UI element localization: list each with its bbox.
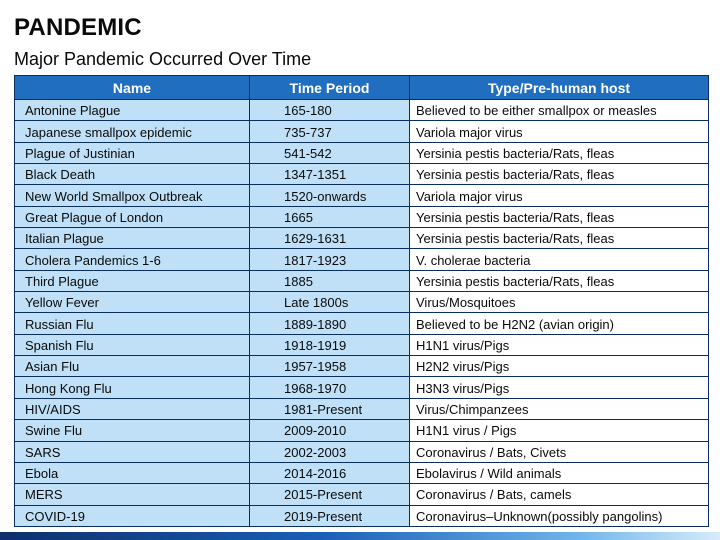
cell-type-host: Coronavirus / Bats, Civets [410,441,709,462]
cell-name: Antonine Plague [15,100,250,121]
cell-type-host: Coronavirus–Unknown(possibly pangolins) [410,505,709,526]
pandemic-table [14,75,709,527]
cell-type-host: Believed to be H2N2 (avian origin) [410,313,709,334]
cell-name: Hong Kong Flu [15,377,250,398]
table-row [15,462,709,483]
table-row [15,142,709,163]
cell-type-host: Variola major virus [410,185,709,206]
cell-time-period: 1968-1970 [250,377,410,398]
cell-time-period: 735-737 [250,121,410,142]
cell-name: Third Plague [15,270,250,291]
cell-type-host: Yersinia pestis bacteria/Rats, fleas [410,164,709,185]
cell-time-period: 165-180 [250,100,410,121]
cell-time-period: 2015-Present [250,484,410,505]
cell-name: Spanish Flu [15,334,250,355]
table-row [15,100,709,121]
cell-name: Ebola [15,462,250,483]
cell-type-host: Yersinia pestis bacteria/Rats, fleas [410,206,709,227]
cell-time-period: 1817-1923 [250,249,410,270]
cell-name: Black Death [15,164,250,185]
cell-time-period: Late 1800s [250,292,410,313]
cell-time-period: 2002-2003 [250,441,410,462]
cell-type-host: Yersinia pestis bacteria/Rats, fleas [410,142,709,163]
cell-time-period: 1889-1890 [250,313,410,334]
cell-type-host: Virus/Chimpanzees [410,398,709,419]
cell-time-period: 1918-1919 [250,334,410,355]
table-header-row [15,76,709,100]
table-row [15,377,709,398]
cell-name: Great Plague of London [15,206,250,227]
table-row [15,420,709,441]
table-row [15,228,709,249]
cell-time-period: 1665 [250,206,410,227]
table-row [15,249,709,270]
cell-type-host: Yersinia pestis bacteria/Rats, fleas [410,228,709,249]
cell-type-host: H1N1 virus / Pigs [410,420,709,441]
cell-name: COVID-19 [15,505,250,526]
column-header-time-period: Time Period [250,76,410,100]
cell-name: Asian Flu [15,356,250,377]
cell-time-period: 541-542 [250,142,410,163]
table-row [15,292,709,313]
table-row [15,206,709,227]
cell-name: Italian Plague [15,228,250,249]
cell-time-period: 1957-1958 [250,356,410,377]
cell-time-period: 2014-2016 [250,462,410,483]
column-header-name: Name [15,76,250,100]
cell-type-host: H1N1 virus/Pigs [410,334,709,355]
table-row [15,398,709,419]
cell-name: New World Smallpox Outbreak [15,185,250,206]
cell-type-host: Virus/Mosquitoes [410,292,709,313]
cell-type-host: Yersinia pestis bacteria/Rats, fleas [410,270,709,291]
cell-type-host: Believed to be either smallpox or measles [410,100,709,121]
table-row [15,484,709,505]
cell-name: Plague of Justinian [15,142,250,163]
table-row [15,356,709,377]
table-row [15,185,709,206]
column-header-type: Type/Pre-human host [410,76,709,100]
cell-name: Japanese smallpox epidemic [15,121,250,142]
cell-name: Yellow Fever [15,292,250,313]
cell-type-host: Ebolavirus / Wild animals [410,462,709,483]
cell-time-period: 1885 [250,270,410,291]
table-row [15,441,709,462]
cell-type-host: H3N3 virus/Pigs [410,377,709,398]
cell-name: HIV/AIDS [15,398,250,419]
page-title: PANDEMIC [14,14,142,41]
table-row [15,121,709,142]
table-row [15,270,709,291]
cell-time-period: 1629-1631 [250,228,410,249]
footer-gradient-bar [0,532,720,540]
cell-time-period: 1981-Present [250,398,410,419]
cell-name: MERS [15,484,250,505]
page-subtitle: Major Pandemic Occurred Over Time [14,49,312,69]
cell-time-period: 2019-Present [250,505,410,526]
table-row [15,164,709,185]
cell-name: Swine Flu [15,420,250,441]
table-body [15,100,709,527]
cell-time-period: 2009-2010 [250,420,410,441]
cell-type-host: Variola major virus [410,121,709,142]
cell-type-host: Coronavirus / Bats, camels [410,484,709,505]
cell-time-period: 1520-onwards [250,185,410,206]
cell-type-host: V. cholerae bacteria [410,249,709,270]
cell-name: Russian Flu [15,313,250,334]
table-row [15,505,709,526]
cell-name: SARS [15,441,250,462]
cell-time-period: 1347-1351 [250,164,410,185]
cell-type-host: H2N2 virus/Pigs [410,356,709,377]
table-row [15,334,709,355]
cell-name: Cholera Pandemics 1-6 [15,249,250,270]
table-row [15,313,709,334]
